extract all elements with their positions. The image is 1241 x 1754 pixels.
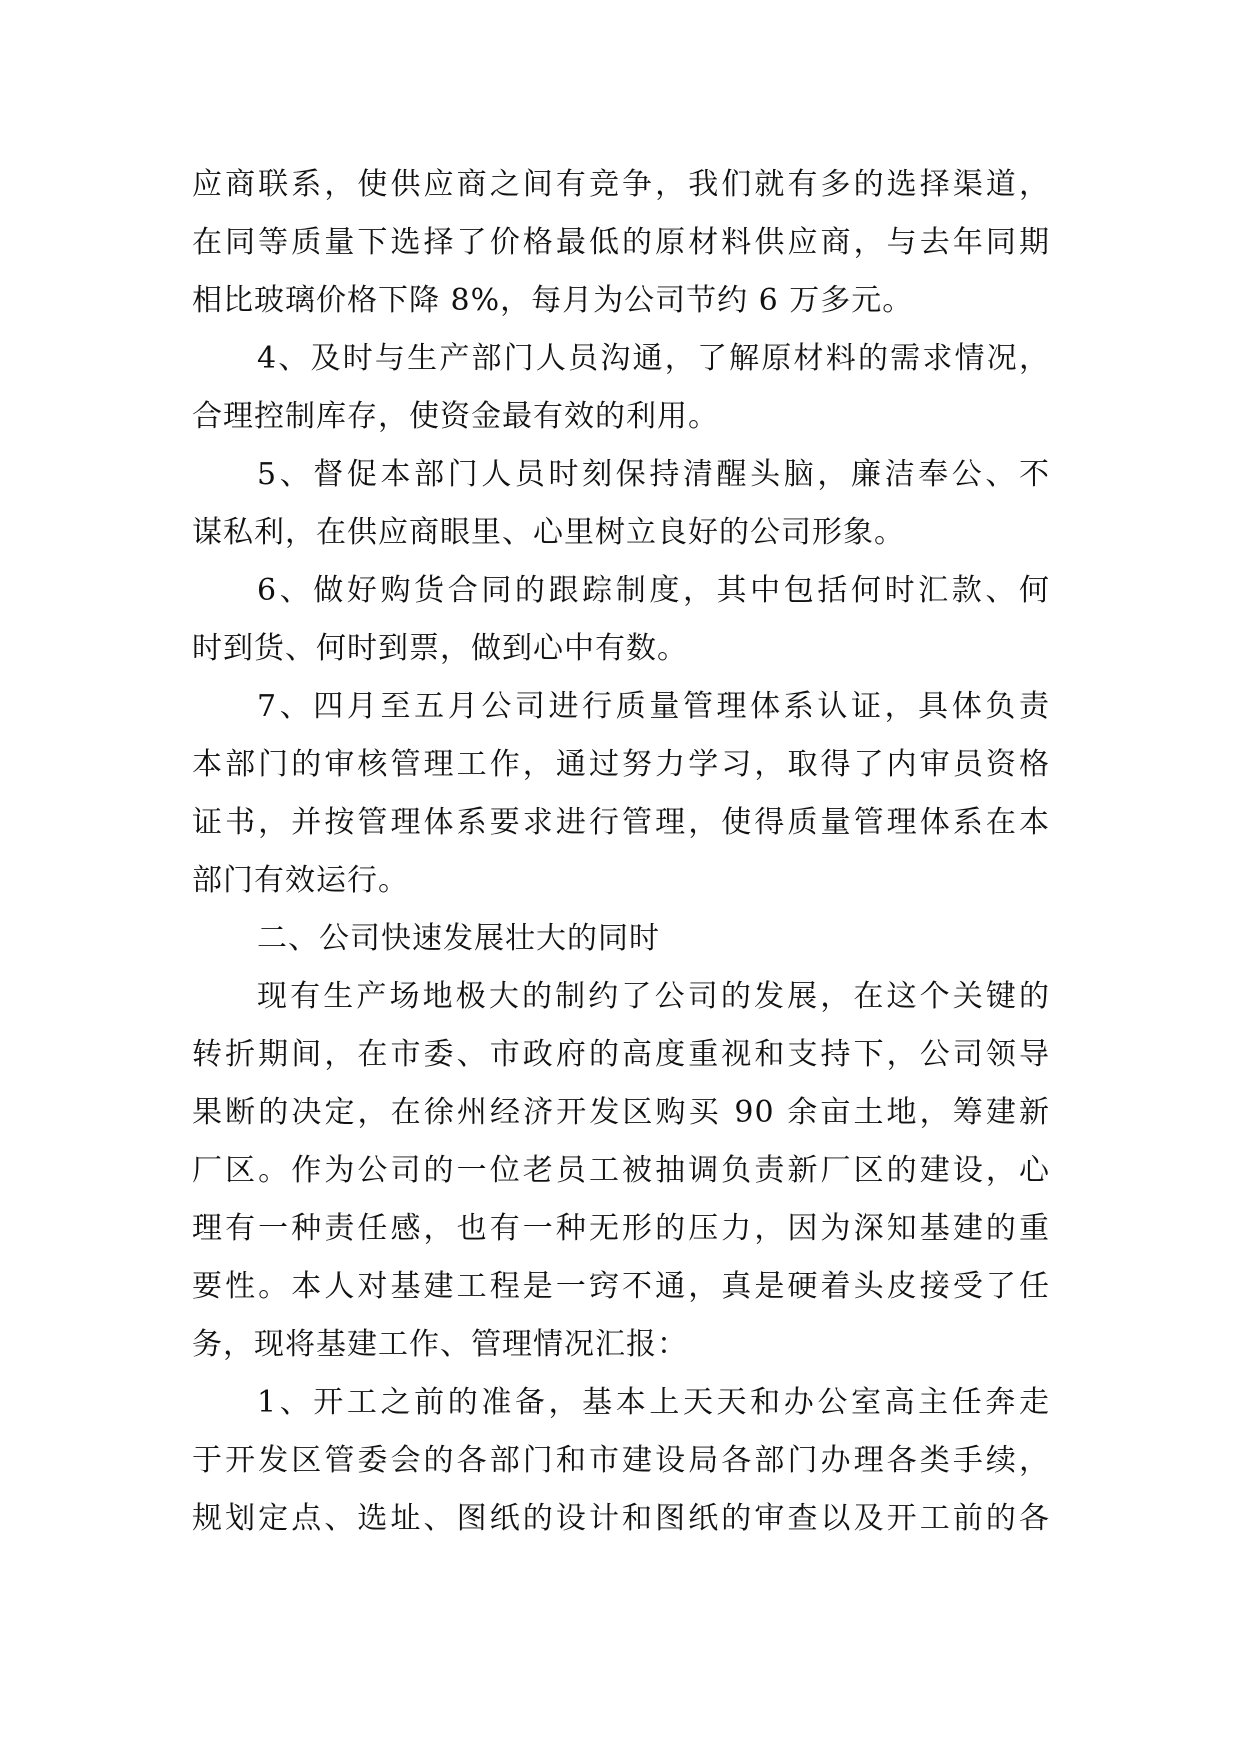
list-item-5: 5、督促本部门人员时刻保持清醒头脑，廉洁奉公、不	[257, 457, 1050, 492]
text-line: 理有一种责任感，也有一种无形的压力，因为深知基建的重	[192, 1211, 1050, 1246]
text-line: 合理控制库存，使资金最有效的利用。	[192, 399, 719, 434]
text-line: 转折期间，在市委、市政府的高度重视和支持下，公司领导	[192, 1037, 1050, 1072]
text-line: 务，现将基建工作、管理情况汇报：	[192, 1327, 688, 1362]
list-item-7: 7、四月至五月公司进行质量管理体系认证，具体负责	[257, 689, 1050, 724]
text-line: 在同等质量下选择了价格最低的原材料供应商，与去年同期	[192, 225, 1050, 260]
text-line: 应商联系，使供应商之间有竞争，我们就有多的选择渠道，	[192, 167, 1050, 202]
section-heading: 二、公司快速发展壮大的同时	[257, 921, 660, 956]
list-item-6: 6、做好购货合同的跟踪制度，其中包括何时汇款、何	[257, 573, 1050, 608]
text-line: 部门有效运行。	[192, 863, 409, 898]
list-item-4: 4、及时与生产部门人员沟通，了解原材料的需求情况，	[257, 341, 1050, 376]
text-line: 果断的决定，在徐州经济开发区购买 90 余亩土地，筹建新	[192, 1095, 1050, 1130]
list-item-1: 1、开工之前的准备，基本上天天和办公室高主任奔走	[257, 1385, 1050, 1420]
text-line: 要性。本人对基建工程是一窍不通，真是硬着头皮接受了任	[192, 1269, 1050, 1304]
text-line: 相比玻璃价格下降 8%，每月为公司节约 6 万多元。	[192, 283, 914, 318]
text-line: 时到货、何时到票，做到心中有数。	[192, 631, 688, 666]
paragraph-start: 现有生产场地极大的制约了公司的发展，在这个关键的	[257, 979, 1050, 1014]
text-line: 于开发区管委会的各部门和市建设局各部门办理各类手续，	[192, 1443, 1050, 1478]
text-line: 本部门的审核管理工作，通过努力学习，取得了内审员资格	[192, 747, 1050, 782]
text-line: 规划定点、选址、图纸的设计和图纸的审查以及开工前的各	[192, 1501, 1050, 1536]
text-line: 厂区。作为公司的一位老员工被抽调负责新厂区的建设，心	[192, 1153, 1050, 1188]
text-line: 证书，并按管理体系要求进行管理，使得质量管理体系在本	[192, 805, 1050, 840]
text-line: 谋私利，在供应商眼里、心里树立良好的公司形象。	[192, 515, 905, 550]
